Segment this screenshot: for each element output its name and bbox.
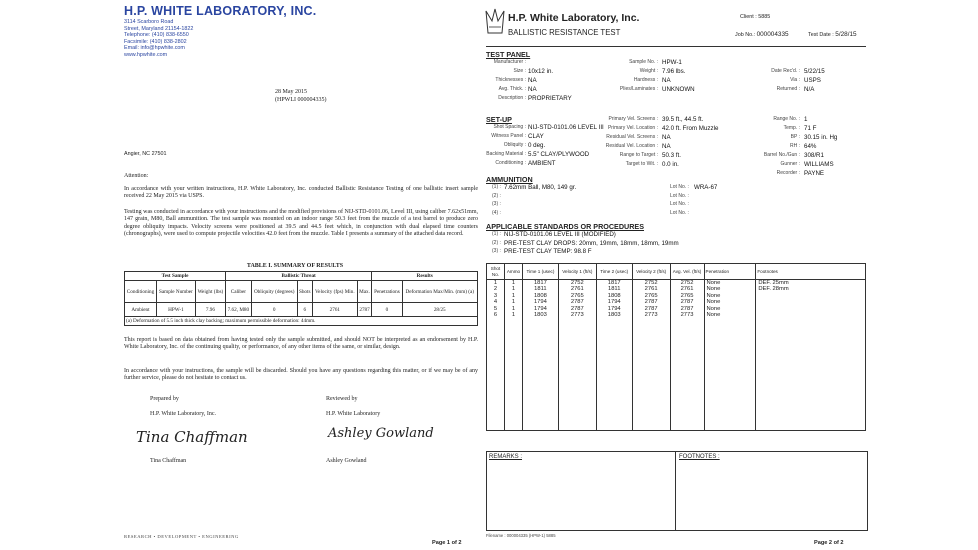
client-value: 5885 xyxy=(758,14,771,20)
signer-reviewed-name: Ashley Gowland xyxy=(326,458,367,464)
col-time-2: Time 2 (usec) xyxy=(596,264,632,280)
report-page-2 xyxy=(482,0,868,550)
paragraph-disclaimer: This report is based on data obtained from having tested only the sample submitted, and should NOT be interpreted as an endorsement by H.P. White Laboratory, Inc. of the continuing quality, or performance, of any other items of the same, or similar, design. xyxy=(124,337,478,351)
table-row: 2 1 1811 2761 1811 2761 2761 None DEF. 28mm xyxy=(487,286,866,292)
col-ammo: Ammo xyxy=(504,264,522,280)
paragraph-intro: In accordance with your written instructions, H.P. White Laboratory, Inc. conducted Ballistic Resistance Testing of one ballistic insert sample received 22 May 2015 via USPS. xyxy=(124,186,478,200)
setup-mid-fields: Primary Vel. Screens : 39.5 ft., 44.5 ft. Primary Vel. Location : 42.0 ft. From Muzzle Residual Vel. Screens : NA Residual Vel. Location : NA Range to Target : 50.3 ft. Target to Wit. : 0.0 in. xyxy=(605,116,719,168)
recipient: Angier, NC 27501 xyxy=(124,151,167,157)
page-number: Page 1 of 2 xyxy=(432,540,462,546)
cell-obliquity: 0 xyxy=(251,303,297,317)
report-page-1 xyxy=(110,0,480,550)
cell-penetrations: 0 xyxy=(372,303,402,317)
col-sample-number: Sample Number xyxy=(157,281,196,303)
report-company: H.P. White Laboratory, Inc. xyxy=(508,12,640,24)
cell-velocity-max: 2787 xyxy=(357,303,372,317)
remarks-label: REMARKS : xyxy=(489,454,523,460)
cell-caliber: 7.62, M80 xyxy=(226,303,252,317)
col-velocity-min: Velocity (fps) Min. xyxy=(312,281,357,303)
setup-left-fields: Shot Spacing : NIJ-STD-0101.06 LEVEL III Witness Panel : CLAY Obliquity : 0 deg. Backing Material : 5.5" CLAY/PLYWOOD Conditioning : AMBIENT xyxy=(486,124,604,167)
job-value: 000004335 xyxy=(756,31,789,38)
table-row: 3 1 1808 2765 1808 2765 2765 None xyxy=(487,293,866,299)
cell-velocity-min: 2761 xyxy=(312,303,357,317)
signature-reviewed: Ashley Gowland xyxy=(328,426,434,441)
col-footnotes: Footnotes xyxy=(756,264,866,280)
job-label: Job No.: xyxy=(735,32,756,38)
signature-prepared: Tina Chaffman xyxy=(136,428,248,446)
test-date-label: Test Date : xyxy=(808,32,834,38)
section-setup: SET-UP xyxy=(486,115,512,124)
col-avg-velocity: Avg. Vel. (ft/s) xyxy=(670,264,704,280)
panel-left-fields: Manufacturer : Size : 10x12 in. Thicknesses : NA Avg. Thick. : NA Description : PROPRIETARY xyxy=(493,59,572,102)
col-shots: Shots xyxy=(297,281,312,303)
section-test-panel: TEST PANEL xyxy=(486,50,531,59)
client-label: Client : xyxy=(740,14,757,20)
cell-conditioning: Ambient xyxy=(125,303,157,317)
company-address: 3114 Scarboro Road Street, Maryland 21154-1822 Telephone: (410) 838-6550 Facsimile: (410) 838-2802 Email: info@hpwhite.com www.hpwhite.com xyxy=(124,19,194,58)
prepared-lab: H.P. White Laboratory, Inc. xyxy=(150,411,216,417)
col-velocity-max: Max. xyxy=(357,281,372,303)
letter-reference: (HPWLI 000004335) xyxy=(275,97,327,103)
col-penetration: Penetration xyxy=(704,264,756,280)
table-row: 4 1 1794 2787 1794 2787 2787 None xyxy=(487,299,866,305)
job-field xyxy=(735,31,789,38)
table-title: TABLE I. SUMMARY OF RESULTS xyxy=(246,263,344,269)
remarks-footnotes-box xyxy=(486,451,868,531)
col-conditioning: Conditioning xyxy=(125,281,157,303)
col-time-1: Time 1 (usec) xyxy=(522,264,558,280)
ammo-rows: (1) : 7.62mm Ball, M80, 149 gr. Lot No. : WRA-67 (2) : Lot No. : (3) : Lot No. : (4) : Lot No. : xyxy=(492,184,718,216)
col-obliquity: Obliquity (degrees) xyxy=(251,281,297,303)
client-field xyxy=(740,14,770,20)
footnotes-label: FOOTNOTES : xyxy=(679,454,720,460)
reviewed-by-label: Reviewed by xyxy=(326,396,358,402)
paragraph-closing: In accordance with your instructions, the sample will be discarded. Should you have any questions regarding this matter, or if we may be of any further service, please do not hesitate to contact us. xyxy=(124,368,478,382)
cell-sample-number: HPW-1 xyxy=(157,303,196,317)
shot-table xyxy=(486,263,866,431)
attention-label: Attention: xyxy=(124,173,149,179)
col-shot-no: Shot No. xyxy=(487,264,505,280)
table-footnote: (a) Deformation of 5.5 inch thick clay backing; maximum permissible deformation: 44mm. xyxy=(125,317,478,326)
page-footer: RESEARCH • DEVELOPMENT • ENGINEERING xyxy=(124,534,239,539)
table-row: 1 1 1817 2752 1817 2752 2752 None DEF. 25mm xyxy=(487,280,866,287)
prepared-by-label: Prepared by xyxy=(150,396,179,402)
page-number-2: Page 2 of 2 xyxy=(814,540,844,546)
col-velocity-1: Velocity 1 (ft/s) xyxy=(558,264,596,280)
group-ballistic-threat: Ballistic Threat xyxy=(226,272,372,281)
setup-right-fields: Range No. : 1 Temp. : 71 F BP : 30.15 in. Hg RH : 64% Barrel No./Gun : 308/R1 Gunner : WILLIAMS Recorder : PAYNE xyxy=(763,116,838,177)
company-name: H.P. WHITE LABORATORY, INC. xyxy=(124,4,317,18)
cell-deformation: 28/25 xyxy=(402,303,478,317)
col-penetrations: Penetrations xyxy=(372,281,402,303)
signer-prepared-name: Tina Chaffman xyxy=(150,458,187,464)
col-velocity-2: Velocity 2 (ft/s) xyxy=(632,264,670,280)
filename: Filename : 000004335 (HPW-1) 5885 xyxy=(486,533,556,538)
summary-table xyxy=(124,271,478,326)
group-test-sample: Test Sample xyxy=(125,272,226,281)
col-weight: Weight (lbs) xyxy=(195,281,225,303)
cell-weight: 7.96 xyxy=(195,303,225,317)
section-ammunition: AMMUNITION xyxy=(486,175,533,184)
panel-mid-fields: Sample No. : HPW-1 Weight : 7.96 lbs. Hardness : NA Plies/Laminates : UNKNOWN xyxy=(619,59,695,93)
report-subtitle: BALLISTIC RESISTANCE TEST xyxy=(508,28,621,37)
table-row: 6 1 1803 2773 1803 2773 2773 None xyxy=(487,312,866,318)
paragraph-testing: Testing was conducted in accordance with your instructions and the modified provisions of NIJ-STD-0101.06, Level III, using caliber 7.62x51mm, 147 grain, M80, Ball ammunition. The test sample was mounted on an indoor range 50.3 feet from the muzzle of a test barrel to produce zero degree obliquity impacts. Velocity screens were positioned at 39.5 and 44.5 feet which, in conjunction with dual elapsed time counters (chronographs), were used to compute projectile velocities 42.0 feet from the muzzle. Table I presents a summary of the attached data record. xyxy=(124,209,478,237)
test-date-field xyxy=(808,31,857,38)
table-row: 5 1 1794 2787 1794 2787 2787 None xyxy=(487,306,866,312)
section-standards: APPLICABLE STANDARDS OR PROCEDURES xyxy=(486,222,645,231)
letter-date: 28 May 2015 xyxy=(275,89,307,95)
test-date-value: 5/28/15 xyxy=(835,31,857,38)
group-results: Results xyxy=(372,272,478,281)
standards-rows: (1) : NIJ-STD-0101.06 LEVEL III (MODIFIED) (2) : PRE-TEST CLAY DROPS: 20mm, 19mm, 18mm, 18mm, 19mm (3) : PRE-TEST CLAY TEMP: 98.8 F xyxy=(492,231,679,255)
col-caliber: Caliber xyxy=(226,281,252,303)
col-deformation: Deformation Max/Min. (mm) (a) xyxy=(402,281,478,303)
lab-logo-small-icon xyxy=(484,7,506,37)
cell-shots: 6 xyxy=(297,303,312,317)
reviewed-lab: H.P. White Laboratory xyxy=(326,411,381,417)
panel-right-fields: Date Rec'd. : 5/22/15 Via : USPS Returned : N/A xyxy=(771,68,825,93)
